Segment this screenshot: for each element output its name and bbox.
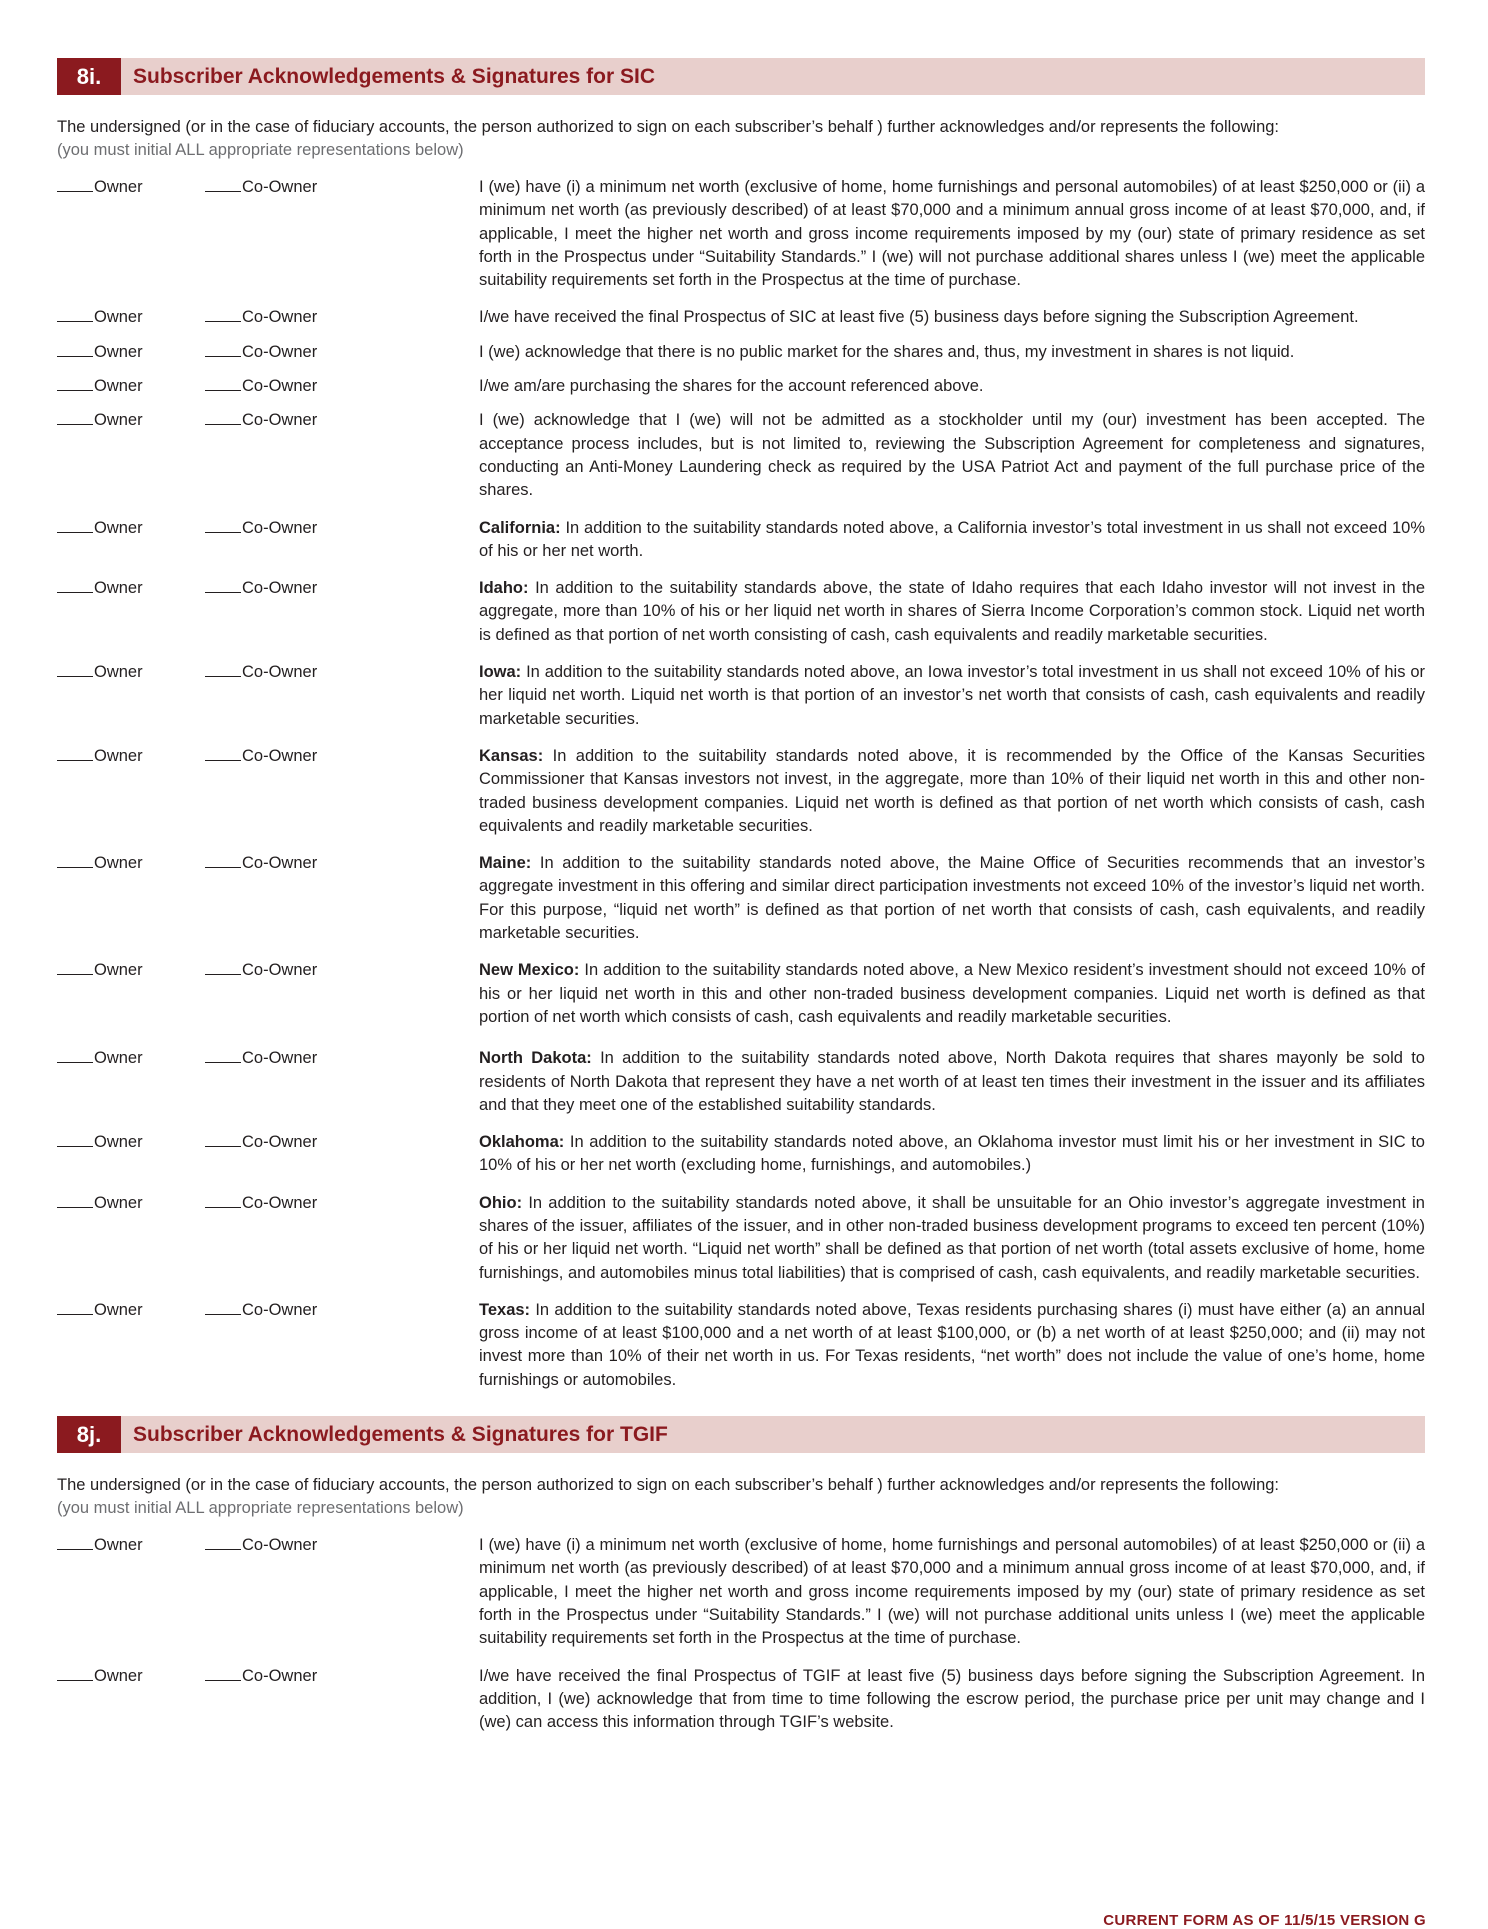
representation-text	[479, 341, 1425, 364]
owner-label: Owner	[94, 663, 143, 682]
representation-text	[479, 745, 1425, 838]
owner-label: Owner	[94, 1193, 143, 1212]
coowner-initial-field[interactable]	[205, 341, 479, 364]
owner-initial-field[interactable]	[57, 1131, 205, 1154]
representation-list-8j	[57, 1534, 1425, 1734]
initial-blank-line[interactable]	[57, 306, 93, 322]
owner-label: Owner	[94, 377, 143, 396]
owner-label: Owner	[94, 746, 143, 765]
initial-blank-line[interactable]	[57, 341, 93, 357]
representation-text	[479, 1665, 1425, 1735]
coowner-initial-field[interactable]	[205, 1299, 479, 1322]
owner-initial-field[interactable]	[57, 577, 205, 600]
representation-body: In addition to the suitability standards noted above, a California investor’s total investment in us shall not exceed 10% of his or her net worth.	[479, 518, 1425, 560]
coowner-label: Co-Owner	[242, 1133, 318, 1152]
representation-body: In addition to the suitability standards noted above, a New Mexico resident’s investment should not exceed 10% of his or her liquid net worth in this and other non-traded business development companies. Liquid net worth is defined as that portion of net worth which consists of cash, cash equivalents and readily marketable securities.	[479, 961, 1425, 1026]
owner-initial-field[interactable]	[57, 375, 205, 398]
initial-blank-line[interactable]	[205, 577, 241, 593]
owner-label: Owner	[94, 854, 143, 873]
initial-blank-line[interactable]	[57, 577, 93, 593]
state-label: Iowa:	[479, 663, 522, 682]
coowner-initial-field[interactable]	[205, 661, 479, 684]
coowner-label: Co-Owner	[242, 854, 318, 873]
coowner-initial-field[interactable]	[205, 1131, 479, 1154]
initial-blank-line[interactable]	[205, 1131, 241, 1147]
owner-initial-field[interactable]	[57, 1299, 205, 1322]
form-version-footer: CURRENT FORM AS OF 11/5/15 VERSION G	[1103, 1912, 1426, 1929]
intro-text: The undersigned (or in the case of fiduciary accounts, the person authorized to sign on each subscriber’s behalf ) further acknowledges and/or represents the following:	[57, 1476, 1280, 1495]
representation-text	[479, 661, 1425, 731]
representation-body: I (we) have (i) a minimum net worth (exclusive of home, home furnishings and personal automobiles) of at least $250,000 or (ii) a minimum net worth (as previously described) of at least $70,000 and a minimum annual gross income of at least $70,000, and, if applicable, I meet the higher net worth and gross income requirements imposed by my (our) state of primary residence as set forth in the Prospectus under “Suitability Standards.” I (we) will not purchase additional shares unless I (we) meet the applicable suitability requirements set forth in the Prospectus at the time of purchase.	[479, 178, 1425, 290]
owner-label: Owner	[94, 411, 143, 430]
coowner-initial-field[interactable]	[205, 577, 479, 600]
state-label: Texas:	[479, 1300, 531, 1319]
representation-text	[479, 176, 1425, 292]
owner-label: Owner	[94, 308, 143, 327]
owner-initial-field[interactable]	[57, 1192, 205, 1215]
coowner-initial-field[interactable]	[205, 745, 479, 768]
representation-text	[479, 306, 1425, 329]
representation-text	[479, 577, 1425, 647]
representation-list-8i	[57, 176, 1425, 1392]
representation-body: In addition to the suitability standards above, the state of Idaho requires that each Idaho investor will not invest in the aggregate, more than 10% of his or her liquid net worth in shares of Sierra Income Corporation’s common stock. Liquid net worth is defined as that portion of net worth consisting of cash, cash equivalents and readily marketable securities.	[479, 579, 1425, 644]
initial-blank-line[interactable]	[57, 1665, 93, 1681]
representation-row	[57, 375, 1425, 398]
representation-body: In addition to the suitability standards noted above, it shall be unsuitable for an Ohio investor’s aggregate investment in shares of the issuer, affiliates of the issuer, and in other non-traded business development programs to exceed ten percent (10%) of his or her liquid net worth. “Liquid net worth” shall be defined as that portion of net worth (total assets exclusive of home, home furnishings, and automobiles minus total liabilities) that is comprised of cash, cash equivalents, and readily marketable securities.	[479, 1193, 1425, 1282]
coowner-initial-field[interactable]	[205, 852, 479, 875]
representation-row	[57, 661, 1425, 731]
owner-label: Owner	[94, 961, 143, 980]
intro-note: (you must initial ALL appropriate representations below)	[57, 141, 464, 159]
state-label: Idaho:	[479, 579, 529, 598]
owner-label: Owner	[94, 1666, 143, 1685]
coowner-label: Co-Owner	[242, 178, 318, 196]
state-label: North Dakota:	[479, 1049, 592, 1068]
section-number: 8j.	[57, 1416, 121, 1453]
initial-blank-line[interactable]	[57, 852, 93, 868]
coowner-label: Co-Owner	[242, 746, 318, 765]
representation-text	[479, 1047, 1425, 1117]
coowner-label: Co-Owner	[242, 1193, 318, 1212]
initial-blank-line[interactable]	[205, 745, 241, 761]
owner-initial-field[interactable]	[57, 852, 205, 875]
owner-initial-field[interactable]	[57, 176, 205, 199]
representation-body: In addition to the suitability standards noted above, Texas residents purchasing shares (i) must have either (a) an annual gross income of at least $100,000 and a net worth of at least $100,000, or (b) a net worth of at least $250,000; and (ii) may not invest more than 10% of their net worth in us. For Texas residents, “net worth” does not include the value of one’s home, home furnishings or automobiles.	[479, 1300, 1425, 1389]
initial-blank-line[interactable]	[205, 661, 241, 677]
coowner-label: Co-Owner	[242, 663, 318, 682]
initial-blank-line[interactable]	[205, 1665, 241, 1681]
section-header-8j	[57, 1416, 1425, 1453]
representation-text	[479, 959, 1425, 1029]
initial-blank-line[interactable]	[57, 517, 93, 533]
owner-initial-field[interactable]	[57, 341, 205, 364]
initial-blank-line[interactable]	[205, 517, 241, 533]
coowner-initial-field[interactable]	[205, 176, 479, 199]
section-intro	[57, 1474, 1425, 1520]
initial-blank-line[interactable]	[205, 959, 241, 975]
representation-text	[479, 1131, 1425, 1178]
state-label: Kansas:	[479, 746, 544, 765]
owner-label: Owner	[94, 1300, 143, 1319]
representation-row	[57, 1665, 1425, 1735]
representation-row	[57, 1047, 1425, 1117]
representation-row	[57, 959, 1425, 1029]
representation-row	[57, 1131, 1425, 1178]
owner-initial-field[interactable]	[57, 306, 205, 329]
owner-label: Owner	[94, 1536, 143, 1555]
representation-text	[479, 852, 1425, 945]
initial-blank-line[interactable]	[57, 375, 93, 391]
initial-blank-line[interactable]	[205, 409, 241, 425]
coowner-initial-field[interactable]	[205, 1047, 479, 1070]
intro-note: (you must initial ALL appropriate representations below)	[57, 1499, 464, 1518]
representation-row	[57, 176, 1425, 292]
representation-body: I/we have received the final Prospectus of TGIF at least five (5) business days before signing the Subscription Agreement. In addition, I (we) acknowledge that from time to time following the escrow period, the purchase price per unit may change and I (we) can access this information through TGIF’s website.	[479, 1666, 1425, 1732]
representation-body: In addition to the suitability standards noted above, an Oklahoma investor must limit his or her investment in SIC to 10% of his or her net worth (excluding home, furnishings, and automobiles.)	[479, 1133, 1425, 1175]
initial-blank-line[interactable]	[205, 1047, 241, 1063]
coowner-label: Co-Owner	[242, 518, 318, 537]
initial-blank-line[interactable]	[205, 852, 241, 868]
state-label: Oklahoma:	[479, 1133, 565, 1152]
coowner-initial-field[interactable]	[205, 517, 479, 540]
coowner-label: Co-Owner	[242, 1666, 318, 1685]
state-label: New Mexico:	[479, 961, 580, 980]
owner-initial-field[interactable]	[57, 661, 205, 684]
owner-initial-field[interactable]	[57, 745, 205, 768]
owner-label: Owner	[94, 1049, 143, 1068]
representation-row	[57, 1534, 1425, 1650]
representation-row	[57, 1192, 1425, 1285]
initial-blank-line[interactable]	[57, 745, 93, 761]
initial-blank-line[interactable]	[57, 661, 93, 677]
representation-row	[57, 745, 1425, 838]
representation-text	[479, 409, 1425, 502]
representation-body: In addition to the suitability standards noted above, it is recommended by the Office of the Kansas Securities Commissioner that Kansas investors not invest, in the aggregate, more than 10% of their liquid net worth in this and other non-traded business development companies. Liquid net worth is defined as that portion of net worth which consists of cash, cash equivalents and readily marketable securities.	[479, 746, 1425, 835]
representation-row	[57, 577, 1425, 647]
intro-text: The undersigned (or in the case of fiduciary accounts, the person authorized to sign on each subscriber’s behalf ) further acknowledges and/or represents the following:	[57, 118, 1280, 136]
initial-blank-line[interactable]	[57, 959, 93, 975]
form-page	[57, 0, 1425, 1734]
representation-row	[57, 306, 1425, 329]
section-header-8i	[57, 58, 1425, 95]
coowner-label: Co-Owner	[242, 1049, 318, 1068]
coowner-initial-field[interactable]	[205, 1192, 479, 1215]
representation-row	[57, 852, 1425, 945]
representation-body: In addition to the suitability standards noted above, the Maine Office of Securities recommends that an investor’s aggregate investment in this offering and similar direct participation investments not exceed 10% of the investor’s liquid net worth. For this purpose, “liquid net worth” is defined as that portion of net worth that consists of cash, cash equivalents, and readily marketable securities.	[479, 854, 1425, 943]
owner-label: Owner	[94, 342, 143, 361]
representation-body: I/we have received the final Prospectus of SIC at least five (5) business days before signing the Subscription Agreement.	[479, 308, 1359, 327]
coowner-initial-field[interactable]	[205, 959, 479, 982]
initial-blank-line[interactable]	[205, 375, 241, 391]
owner-label: Owner	[94, 518, 143, 537]
coowner-initial-field[interactable]	[205, 306, 479, 329]
state-label: Maine:	[479, 854, 532, 873]
owner-initial-field[interactable]	[57, 517, 205, 540]
representation-row	[57, 409, 1425, 502]
representation-row	[57, 517, 1425, 564]
initial-blank-line[interactable]	[57, 176, 93, 192]
coowner-label: Co-Owner	[242, 308, 318, 327]
representation-body: In addition to the suitability standards noted above, an Iowa investor’s total investment in us shall not exceed 10% of his or her liquid net worth. Liquid net worth is that portion of an investor’s net worth that consists of cash, cash equivalents and readily marketable securities.	[479, 663, 1425, 728]
owner-initial-field[interactable]	[57, 1534, 205, 1557]
representation-body: I (we) have (i) a minimum net worth (exclusive of home, home furnishings and personal automobiles) of at least $250,000 or (ii) a minimum net worth (as previously described) of at least $70,000 and a minimum annual gross income of at least $70,000, and, if applicable, I meet the higher net worth and gross income requirements imposed by my (our) state of primary residence as set forth in the Prospectus under “Suitability Standards.” I (we) will not purchase additional units unless I (we) meet the applicable suitability requirements set forth in the Prospectus at the time of purchase.	[479, 1536, 1425, 1648]
initial-blank-line[interactable]	[57, 1192, 93, 1208]
initial-blank-line[interactable]	[205, 176, 241, 192]
owner-label: Owner	[94, 579, 143, 598]
initial-blank-line[interactable]	[57, 1047, 93, 1063]
initial-blank-line[interactable]	[205, 1299, 241, 1315]
state-label: Ohio:	[479, 1193, 523, 1212]
initial-blank-line[interactable]	[57, 1534, 93, 1550]
representation-body: I (we) acknowledge that I (we) will not be admitted as a stockholder until my (our) investment has been accepted. The acceptance process includes, but is not limited to, reviewing the Subscription Agreement for completeness and signatures, conducting an Anti-Money Laundering check as required by the USA Patriot Act and payment of the full purchase price of the shares.	[479, 411, 1425, 500]
owner-initial-field[interactable]	[57, 1047, 205, 1070]
representation-body: I (we) acknowledge that there is no public market for the shares and, thus, my investment in shares is not liquid.	[479, 342, 1295, 361]
initial-blank-line[interactable]	[205, 1534, 241, 1550]
owner-label: Owner	[94, 1133, 143, 1152]
coowner-initial-field[interactable]	[205, 1534, 479, 1557]
initial-blank-line[interactable]	[57, 409, 93, 425]
representation-text	[479, 1192, 1425, 1285]
state-label: California:	[479, 518, 561, 537]
coowner-label: Co-Owner	[242, 411, 318, 430]
representation-row	[57, 341, 1425, 364]
representation-text	[479, 517, 1425, 564]
section-title: Subscriber Acknowledgements & Signatures for TGIF	[133, 1422, 668, 1446]
coowner-label: Co-Owner	[242, 342, 318, 361]
owner-initial-field[interactable]	[57, 409, 205, 432]
owner-initial-field[interactable]	[57, 959, 205, 982]
representation-text	[479, 375, 1425, 398]
coowner-label: Co-Owner	[242, 1536, 318, 1555]
owner-initial-field[interactable]	[57, 1665, 205, 1688]
initial-blank-line[interactable]	[57, 1299, 93, 1315]
section-intro	[57, 116, 1425, 162]
coowner-initial-field[interactable]	[205, 1665, 479, 1688]
initial-blank-line[interactable]	[57, 1131, 93, 1147]
coowner-initial-field[interactable]	[205, 375, 479, 398]
section-title: Subscriber Acknowledgements & Signatures for SIC	[133, 64, 656, 88]
coowner-label: Co-Owner	[242, 377, 318, 396]
representation-body: In addition to the suitability standards noted above, North Dakota requires that shares mayonly be sold to residents of North Dakota that represent they have a net worth of at least ten times their investment in the issuer and its affiliates and that they meet one of the established suitability standards.	[479, 1049, 1425, 1114]
coowner-label: Co-Owner	[242, 579, 318, 598]
initial-blank-line[interactable]	[205, 306, 241, 322]
representation-text	[479, 1299, 1425, 1392]
initial-blank-line[interactable]	[205, 1192, 241, 1208]
coowner-label: Co-Owner	[242, 1300, 318, 1319]
coowner-label: Co-Owner	[242, 961, 318, 980]
section-number: 8i.	[57, 58, 121, 95]
representation-text	[479, 1534, 1425, 1650]
owner-label: Owner	[94, 178, 143, 196]
coowner-initial-field[interactable]	[205, 409, 479, 432]
representation-row	[57, 1299, 1425, 1392]
representation-body: I/we am/are purchasing the shares for the account referenced above.	[479, 377, 984, 396]
initial-blank-line[interactable]	[205, 341, 241, 357]
